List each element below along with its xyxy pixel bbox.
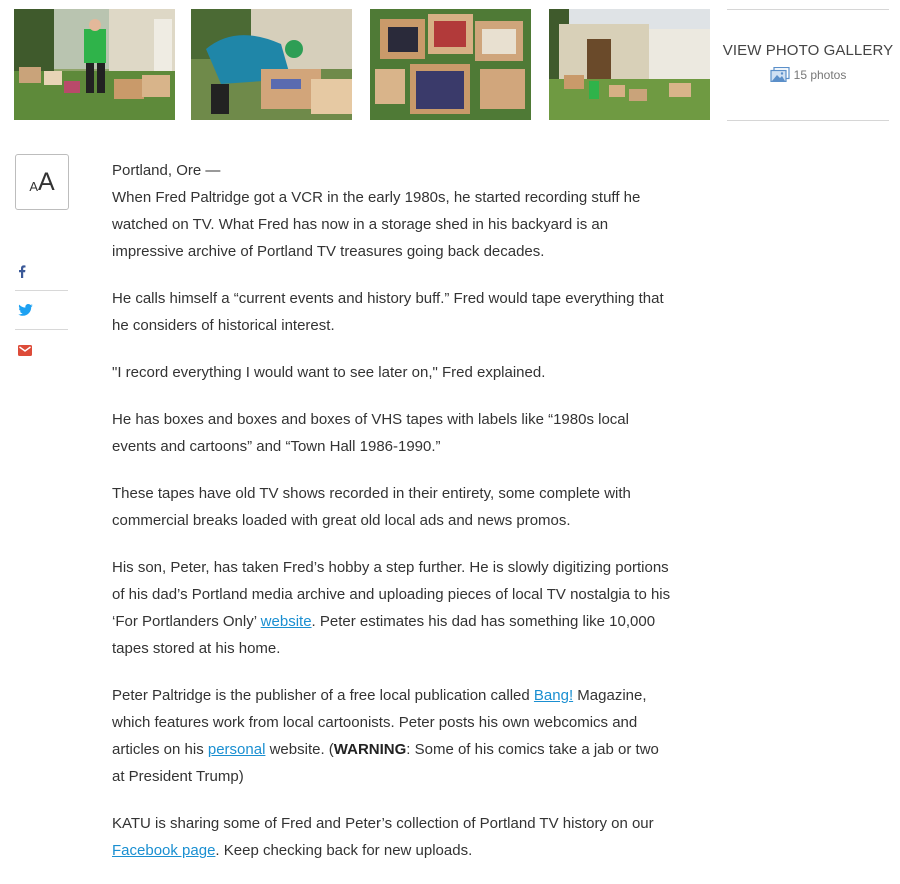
article-paragraph-6 bbox=[112, 554, 672, 662]
article-body bbox=[112, 157, 672, 884]
view-photo-gallery-label: VIEW PHOTO GALLERY bbox=[722, 42, 894, 59]
gallery-photo-4[interactable] bbox=[549, 9, 710, 120]
personal-website-link[interactable]: personal bbox=[207, 741, 266, 758]
view-photo-gallery-link[interactable] bbox=[722, 9, 894, 121]
share-twitter-button[interactable] bbox=[15, 291, 68, 330]
article-paragraph-1: When Fred Paltridge got a VCR in the early 1980s, he started recording stuff he watched on TV. What Fred has now in a storage shed in his backyard is an impressive archive of Portland TV treasures going back decades. bbox=[112, 189, 641, 260]
article-paragraph-8 bbox=[112, 810, 672, 864]
gallery-photo-2[interactable] bbox=[191, 9, 352, 120]
p7-text-d: : Some of his comics take a jab or two at President Trump) bbox=[112, 741, 659, 785]
font-size-button[interactable] bbox=[15, 154, 69, 210]
p7-text-c: website. ( bbox=[265, 741, 334, 758]
twitter-icon bbox=[18, 304, 33, 316]
font-size-small-glyph: A bbox=[29, 178, 38, 194]
share-facebook-button[interactable] bbox=[15, 252, 68, 291]
share-email-button[interactable] bbox=[15, 331, 68, 369]
facebook-page-link[interactable]: Facebook page bbox=[112, 842, 216, 859]
website-link[interactable]: website bbox=[260, 613, 312, 630]
article-paragraph-4: He has boxes and boxes and boxes of VHS tapes with labels like “1980s local events and cartoons” and “Town Hall 1986-1990.” bbox=[112, 411, 629, 455]
gallery-photo-1[interactable] bbox=[14, 9, 175, 120]
photo-shed-and-lawn bbox=[549, 9, 710, 120]
article-paragraph-7 bbox=[112, 682, 672, 790]
article-dateline: Portland, Ore — bbox=[112, 162, 221, 179]
photo-fred-by-shed bbox=[14, 9, 175, 120]
p7-text-a: Peter Paltridge is the publisher of a free local publication called bbox=[112, 687, 534, 704]
p8-text-b: . Keep checking back for new uploads. bbox=[215, 842, 473, 859]
p6-text-before: His son, Peter, has taken Fred’s hobby a step further. He is slowly digitizing portions of his dad’s Portland media archive and uploading pieces of local TV nostalgia to his ‘For Portlanders Only’ bbox=[112, 559, 671, 630]
gallery-photo-3[interactable] bbox=[370, 9, 531, 120]
article-paragraph-2: He calls himself a “current events and history buff.” Fred would tape everything that he considers of historical interest. bbox=[112, 290, 664, 334]
email-icon bbox=[18, 345, 32, 356]
facebook-icon bbox=[18, 265, 26, 278]
photo-man-with-boxes bbox=[191, 9, 352, 120]
article-paragraph-5: These tapes have old TV shows recorded in their entirety, some complete with commercial breaks loaded with great old local ads and news promos. bbox=[112, 485, 631, 529]
p7-text-b: Magazine, which features work from local cartoonists. Peter posts his own webcomics and articles on his bbox=[112, 687, 647, 758]
bang-magazine-link[interactable]: Bang! bbox=[533, 687, 574, 704]
p6-text-after: . Peter estimates his dad has something like 10,000 tapes stored at his home. bbox=[112, 613, 656, 657]
article-paragraph-3: "I record everything I would want to see later on," Fred explained. bbox=[112, 364, 546, 381]
photo-count bbox=[727, 67, 889, 82]
font-size-large-glyph: A bbox=[37, 167, 55, 196]
warning-label: WARNING bbox=[333, 741, 407, 758]
photos-icon bbox=[770, 67, 790, 82]
photo-count-label: 15 photos bbox=[793, 67, 847, 82]
photo-boxes-of-tapes bbox=[370, 9, 531, 120]
p8-text-a: KATU is sharing some of Fred and Peter’s collection of Portland TV history on our bbox=[112, 815, 654, 832]
